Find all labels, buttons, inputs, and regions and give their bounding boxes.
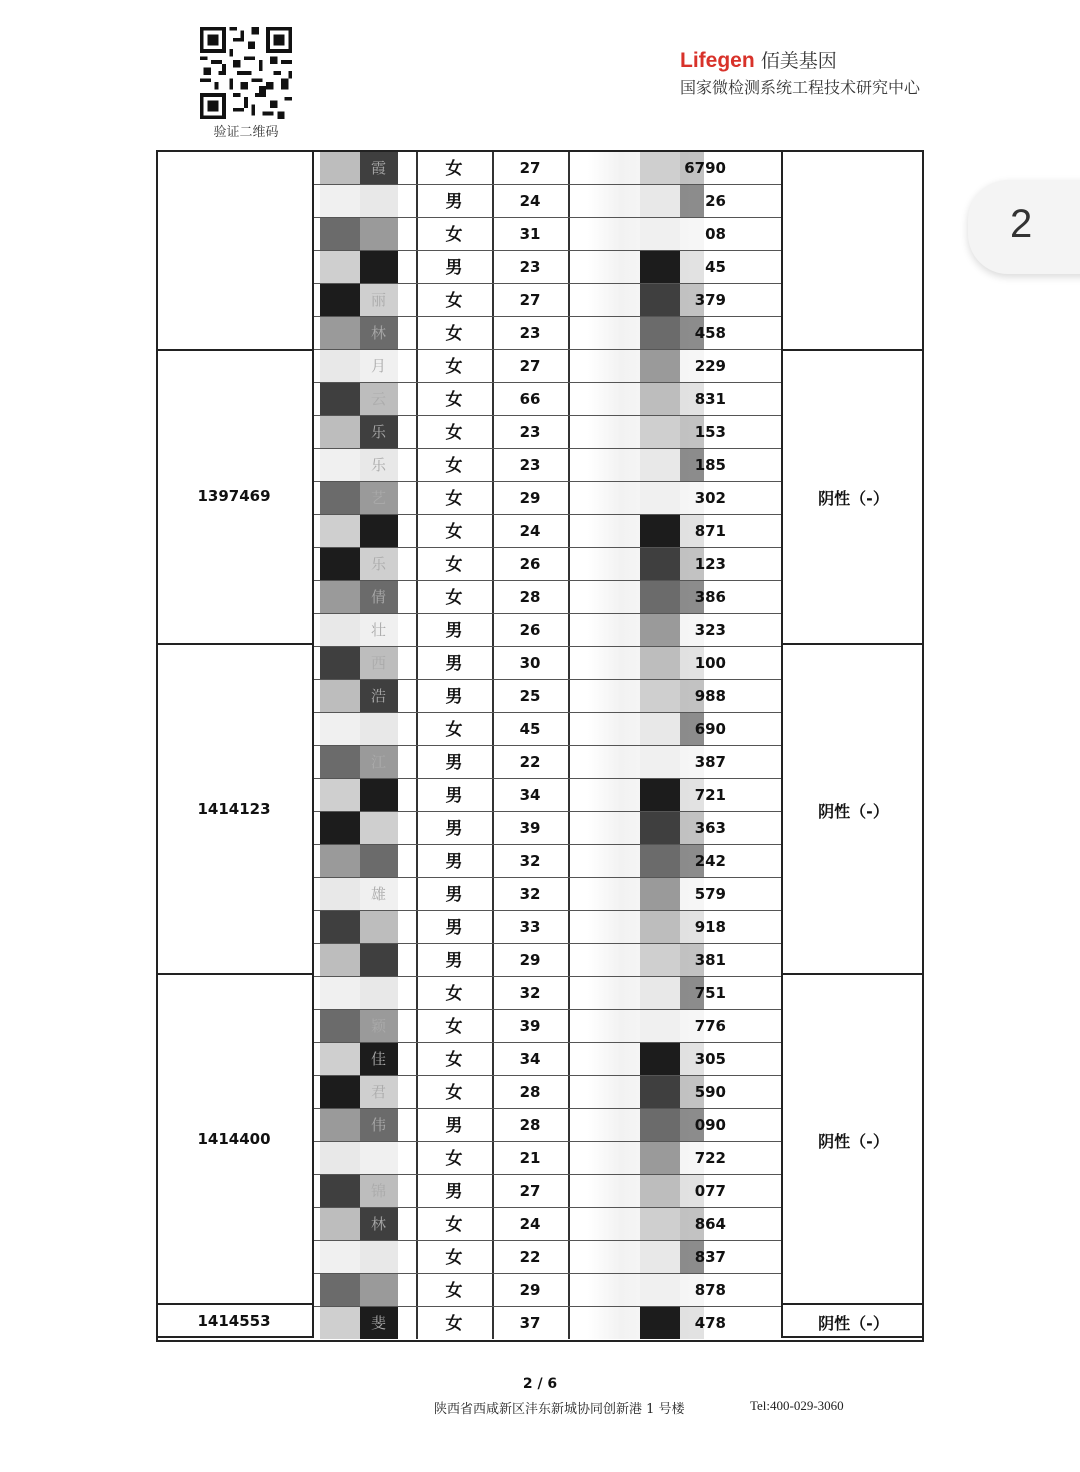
table-row	[314, 1241, 781, 1274]
phone-text: 864	[694, 1215, 726, 1233]
phone-text: 305	[694, 1050, 726, 1068]
table-row	[314, 845, 781, 878]
name-text	[386, 1248, 416, 1266]
phone-text: 776	[694, 1017, 726, 1035]
age-cell: 34	[492, 1043, 570, 1075]
phone-text: 386	[694, 588, 726, 606]
group-id-cell	[156, 348, 314, 645]
name-cell-redacted	[314, 317, 418, 349]
age-cell: 24	[492, 515, 570, 547]
phone-cell-redacted	[568, 845, 781, 877]
sex-cell: 女	[416, 1076, 494, 1108]
group-id-cell	[156, 645, 314, 975]
phone-text: 229	[694, 357, 726, 375]
name-cell-redacted	[314, 284, 418, 316]
phone-cell-redacted	[568, 614, 781, 646]
sex-cell: 女	[416, 1307, 494, 1339]
group-id-cell	[156, 975, 314, 1305]
sex-cell: 男	[416, 779, 494, 811]
table-row	[314, 218, 781, 251]
name-cell-redacted	[314, 1208, 418, 1240]
phone-cell-redacted	[568, 1274, 781, 1306]
group-result-cell	[781, 975, 924, 1305]
age-cell: 37	[492, 1307, 570, 1339]
sex-cell: 男	[416, 944, 494, 976]
group-id-cell	[156, 150, 314, 351]
phone-cell-redacted	[568, 1307, 781, 1339]
table-row	[314, 1010, 781, 1043]
name-cell-redacted	[314, 746, 418, 778]
phone-text: 6790	[684, 159, 726, 177]
age-cell: 32	[492, 878, 570, 910]
age-cell: 27	[492, 152, 570, 184]
name-text: 乐	[370, 456, 386, 474]
phone-cell-redacted	[568, 1175, 781, 1207]
phone-cell-redacted	[568, 1010, 781, 1042]
phone-cell-redacted	[568, 647, 781, 679]
sex-cell: 女	[416, 1208, 494, 1240]
phone-cell-redacted	[568, 284, 781, 316]
sex-cell: 女	[416, 383, 494, 415]
group-result-cell	[781, 348, 924, 645]
phone-cell-redacted	[568, 977, 781, 1009]
phone-text: 988	[694, 687, 726, 705]
phone-cell-redacted	[568, 911, 781, 943]
name-cell-redacted	[314, 812, 418, 844]
brand-name: 佰美基因	[760, 50, 837, 72]
sex-cell: 女	[416, 713, 494, 745]
name-cell-redacted	[314, 1307, 418, 1339]
age-cell: 31	[492, 218, 570, 250]
name-text: 雄	[370, 885, 386, 903]
phone-cell-redacted	[568, 1043, 781, 1075]
age-cell: 45	[492, 713, 570, 745]
age-cell: 28	[492, 581, 570, 613]
phone-text: 458	[694, 324, 726, 342]
group-result-cell	[781, 150, 924, 351]
phone-text: 302	[694, 489, 726, 507]
age-cell: 29	[492, 944, 570, 976]
age-cell: 21	[492, 1142, 570, 1174]
phone-text: 751	[694, 984, 726, 1002]
table-row	[314, 350, 781, 383]
phone-cell-redacted	[568, 449, 781, 481]
table-row	[314, 977, 781, 1010]
qr-caption: 验证二维码	[213, 125, 279, 140]
sex-cell: 男	[416, 812, 494, 844]
age-cell: 24	[492, 1208, 570, 1240]
name-text	[386, 258, 416, 276]
footer-address: 陕西省西咸新区沣东新城协同创新港 1 号楼	[434, 1402, 685, 1417]
name-text	[386, 192, 416, 210]
sex-cell: 女	[416, 548, 494, 580]
group-id-cell	[156, 1305, 314, 1338]
age-cell: 29	[492, 482, 570, 514]
group-id: 1397469	[197, 486, 271, 505]
phone-cell-redacted	[568, 680, 781, 712]
table-row	[314, 284, 781, 317]
group-result: 阴性（-）	[818, 488, 889, 508]
table-row	[314, 1076, 781, 1109]
sex-cell: 女	[416, 350, 494, 382]
phone-text: 153	[694, 423, 726, 441]
sex-cell: 男	[416, 1109, 494, 1141]
name-cell-redacted	[314, 152, 418, 184]
table-row	[314, 482, 781, 515]
age-cell: 28	[492, 1076, 570, 1108]
phone-cell-redacted	[568, 581, 781, 613]
age-cell: 22	[492, 1241, 570, 1273]
name-cell-redacted	[314, 944, 418, 976]
group-result-cell	[781, 645, 924, 975]
page-badge-number: 2	[1010, 202, 1033, 246]
table-row	[314, 152, 781, 185]
sex-cell: 女	[416, 581, 494, 613]
age-cell: 23	[492, 416, 570, 448]
sex-cell: 女	[416, 1043, 494, 1075]
sex-cell: 男	[416, 251, 494, 283]
sex-cell: 男	[416, 746, 494, 778]
phone-text: 721	[694, 786, 726, 804]
name-text	[386, 522, 416, 540]
phone-text: 185	[694, 456, 726, 474]
phone-text: 831	[694, 390, 726, 408]
age-cell: 26	[492, 548, 570, 580]
name-cell-redacted	[314, 1043, 418, 1075]
brand-logo: Lifegen	[680, 49, 755, 72]
name-text	[386, 786, 416, 804]
name-cell-redacted	[314, 482, 418, 514]
age-cell: 22	[492, 746, 570, 778]
age-cell: 27	[492, 350, 570, 382]
phone-text: 837	[694, 1248, 726, 1266]
age-cell: 29	[492, 1274, 570, 1306]
sex-cell: 女	[416, 218, 494, 250]
table-row	[314, 1307, 781, 1340]
name-cell-redacted	[314, 449, 418, 481]
sex-cell: 女	[416, 416, 494, 448]
sex-cell: 女	[416, 284, 494, 316]
table-row	[314, 416, 781, 449]
footer-page-number: 2 / 6	[522, 1376, 558, 1392]
phone-text: 077	[694, 1182, 726, 1200]
sex-cell: 女	[416, 1241, 494, 1273]
qr-code-image	[200, 27, 292, 119]
name-text	[386, 852, 416, 870]
table-row	[314, 317, 781, 350]
sex-cell: 女	[416, 152, 494, 184]
name-text: 西	[370, 654, 386, 672]
sex-cell: 男	[416, 845, 494, 877]
sex-cell: 女	[416, 449, 494, 481]
name-cell-redacted	[314, 548, 418, 580]
table-row	[314, 713, 781, 746]
table-row	[314, 647, 781, 680]
sex-cell: 女	[416, 1010, 494, 1042]
phone-cell-redacted	[568, 251, 781, 283]
phone-text: 45	[705, 258, 726, 276]
table-row	[314, 1274, 781, 1307]
sex-cell: 男	[416, 647, 494, 679]
name-cell-redacted	[314, 383, 418, 415]
age-cell: 34	[492, 779, 570, 811]
age-cell: 32	[492, 977, 570, 1009]
name-cell-redacted	[314, 1142, 418, 1174]
table-row	[314, 746, 781, 779]
phone-cell-redacted	[568, 185, 781, 217]
phone-cell-redacted	[568, 944, 781, 976]
name-text: 倩	[370, 588, 386, 606]
group-result: 阴性（-）	[818, 1313, 889, 1333]
age-cell: 26	[492, 614, 570, 646]
brand-subtitle: 国家微检测系统工程技术研究中心	[680, 78, 921, 97]
name-cell-redacted	[314, 416, 418, 448]
name-cell-redacted	[314, 680, 418, 712]
table-row	[314, 548, 781, 581]
name-text: 丽	[370, 291, 386, 309]
phone-text: 918	[694, 918, 726, 936]
phone-cell-redacted	[568, 1208, 781, 1240]
age-cell: 32	[492, 845, 570, 877]
table-row	[314, 944, 781, 977]
age-cell: 39	[492, 812, 570, 844]
name-cell-redacted	[314, 614, 418, 646]
phone-text: 379	[694, 291, 726, 309]
phone-cell-redacted	[568, 1076, 781, 1108]
phone-cell-redacted	[568, 878, 781, 910]
phone-text: 579	[694, 885, 726, 903]
sex-cell: 男	[416, 878, 494, 910]
table-row	[314, 779, 781, 812]
name-cell-redacted	[314, 185, 418, 217]
age-cell: 25	[492, 680, 570, 712]
age-cell: 33	[492, 911, 570, 943]
phone-text: 387	[694, 753, 726, 771]
group-id: 1414553	[197, 1311, 271, 1330]
table-row	[314, 449, 781, 482]
age-cell: 23	[492, 449, 570, 481]
phone-text: 690	[694, 720, 726, 738]
name-text: 壮	[370, 621, 386, 639]
name-cell-redacted	[314, 515, 418, 547]
table-row	[314, 911, 781, 944]
age-cell: 30	[492, 647, 570, 679]
name-text	[386, 1149, 416, 1167]
phone-cell-redacted	[568, 812, 781, 844]
phone-text: 381	[694, 951, 726, 969]
sex-cell: 女	[416, 515, 494, 547]
phone-text: 26	[705, 192, 726, 210]
name-text: 乐	[370, 423, 386, 441]
table-row	[314, 1175, 781, 1208]
name-text: 林	[370, 1215, 386, 1233]
phone-cell-redacted	[568, 383, 781, 415]
name-cell-redacted	[314, 218, 418, 250]
table-row	[314, 1043, 781, 1076]
name-text	[386, 819, 416, 837]
name-text	[386, 720, 416, 738]
phone-cell-redacted	[568, 350, 781, 382]
age-cell: 28	[492, 1109, 570, 1141]
age-cell: 23	[492, 317, 570, 349]
table-row	[314, 185, 781, 218]
phone-cell-redacted	[568, 713, 781, 745]
name-text: 伟	[370, 1116, 386, 1134]
name-text: 乐	[370, 555, 386, 573]
name-text: 君	[370, 1083, 386, 1101]
name-cell-redacted	[314, 713, 418, 745]
page-number-badge[interactable]	[968, 180, 1080, 274]
table-row	[314, 680, 781, 713]
name-cell-redacted	[314, 1076, 418, 1108]
age-cell: 27	[492, 1175, 570, 1207]
table-row	[314, 383, 781, 416]
phone-text: 323	[694, 621, 726, 639]
name-text: 浩	[370, 687, 386, 705]
table-row	[314, 614, 781, 647]
phone-text: 363	[694, 819, 726, 837]
age-cell: 27	[492, 284, 570, 316]
phone-cell-redacted	[568, 317, 781, 349]
sex-cell: 男	[416, 185, 494, 217]
phone-cell-redacted	[568, 1142, 781, 1174]
name-cell-redacted	[314, 1274, 418, 1306]
name-cell-redacted	[314, 647, 418, 679]
table-row	[314, 1208, 781, 1241]
name-text: 锦	[370, 1182, 386, 1200]
name-cell-redacted	[314, 251, 418, 283]
phone-cell-redacted	[568, 779, 781, 811]
table-row	[314, 581, 781, 614]
group-id: 1414123	[197, 800, 271, 818]
phone-text: 478	[694, 1314, 726, 1332]
sex-cell: 女	[416, 977, 494, 1009]
phone-cell-redacted	[568, 515, 781, 547]
name-text	[386, 951, 416, 969]
name-cell-redacted	[314, 911, 418, 943]
group-result: 阴性（-）	[818, 1132, 889, 1151]
phone-cell-redacted	[568, 218, 781, 250]
name-text: 佳	[370, 1050, 386, 1068]
name-cell-redacted	[314, 878, 418, 910]
brand-header	[680, 46, 920, 98]
name-text	[386, 225, 416, 243]
age-cell: 23	[492, 251, 570, 283]
age-cell: 24	[492, 185, 570, 217]
phone-cell-redacted	[568, 1241, 781, 1273]
table-row	[314, 812, 781, 845]
phone-cell-redacted	[568, 1109, 781, 1141]
phone-text: 242	[694, 852, 726, 870]
name-text: 月	[370, 357, 386, 375]
name-text: 霞	[370, 159, 386, 177]
phone-cell-redacted	[568, 152, 781, 184]
sex-cell: 女	[416, 1142, 494, 1174]
phone-text: 590	[694, 1083, 726, 1101]
phone-cell-redacted	[568, 416, 781, 448]
footer-tel: Tel:400-029-3060	[750, 1398, 844, 1413]
phone-text: 08	[705, 225, 726, 243]
name-text: 云	[370, 390, 386, 408]
phone-text: 090	[694, 1116, 726, 1134]
table-row	[314, 515, 781, 548]
sex-cell: 男	[416, 614, 494, 646]
name-text: 江	[370, 753, 386, 771]
name-cell-redacted	[314, 845, 418, 877]
name-cell-redacted	[314, 1109, 418, 1141]
name-cell-redacted	[314, 1175, 418, 1207]
table-row	[314, 1142, 781, 1175]
age-cell: 39	[492, 1010, 570, 1042]
sex-cell: 男	[416, 680, 494, 712]
name-cell-redacted	[314, 1241, 418, 1273]
phone-text: 722	[694, 1149, 726, 1167]
sex-cell: 女	[416, 482, 494, 514]
name-cell-redacted	[314, 1010, 418, 1042]
name-cell-redacted	[314, 779, 418, 811]
name-text: 林	[370, 324, 386, 342]
table-row	[314, 251, 781, 284]
name-text: 艺	[370, 489, 386, 507]
name-text: 颖	[370, 1017, 386, 1035]
name-cell-redacted	[314, 977, 418, 1009]
phone-text: 878	[694, 1281, 726, 1299]
table-row	[314, 878, 781, 911]
phone-cell-redacted	[568, 548, 781, 580]
phone-cell-redacted	[568, 482, 781, 514]
sex-cell: 男	[416, 911, 494, 943]
phone-text: 871	[694, 522, 726, 540]
group-id: 1414400	[197, 1130, 271, 1148]
table-row	[314, 1109, 781, 1142]
name-cell-redacted	[314, 350, 418, 382]
name-text	[386, 984, 416, 1002]
name-text	[386, 918, 416, 936]
phone-text: 123	[694, 555, 726, 573]
group-result: 阴性（-）	[818, 802, 889, 821]
name-text: 斐	[370, 1314, 386, 1332]
sex-cell: 女	[416, 317, 494, 349]
name-cell-redacted	[314, 581, 418, 613]
group-result-cell	[781, 1305, 924, 1338]
sex-cell: 女	[416, 1274, 494, 1306]
phone-text: 100	[694, 654, 726, 672]
name-text	[386, 1281, 416, 1299]
sex-cell: 男	[416, 1175, 494, 1207]
phone-cell-redacted	[568, 746, 781, 778]
age-cell: 66	[492, 383, 570, 415]
